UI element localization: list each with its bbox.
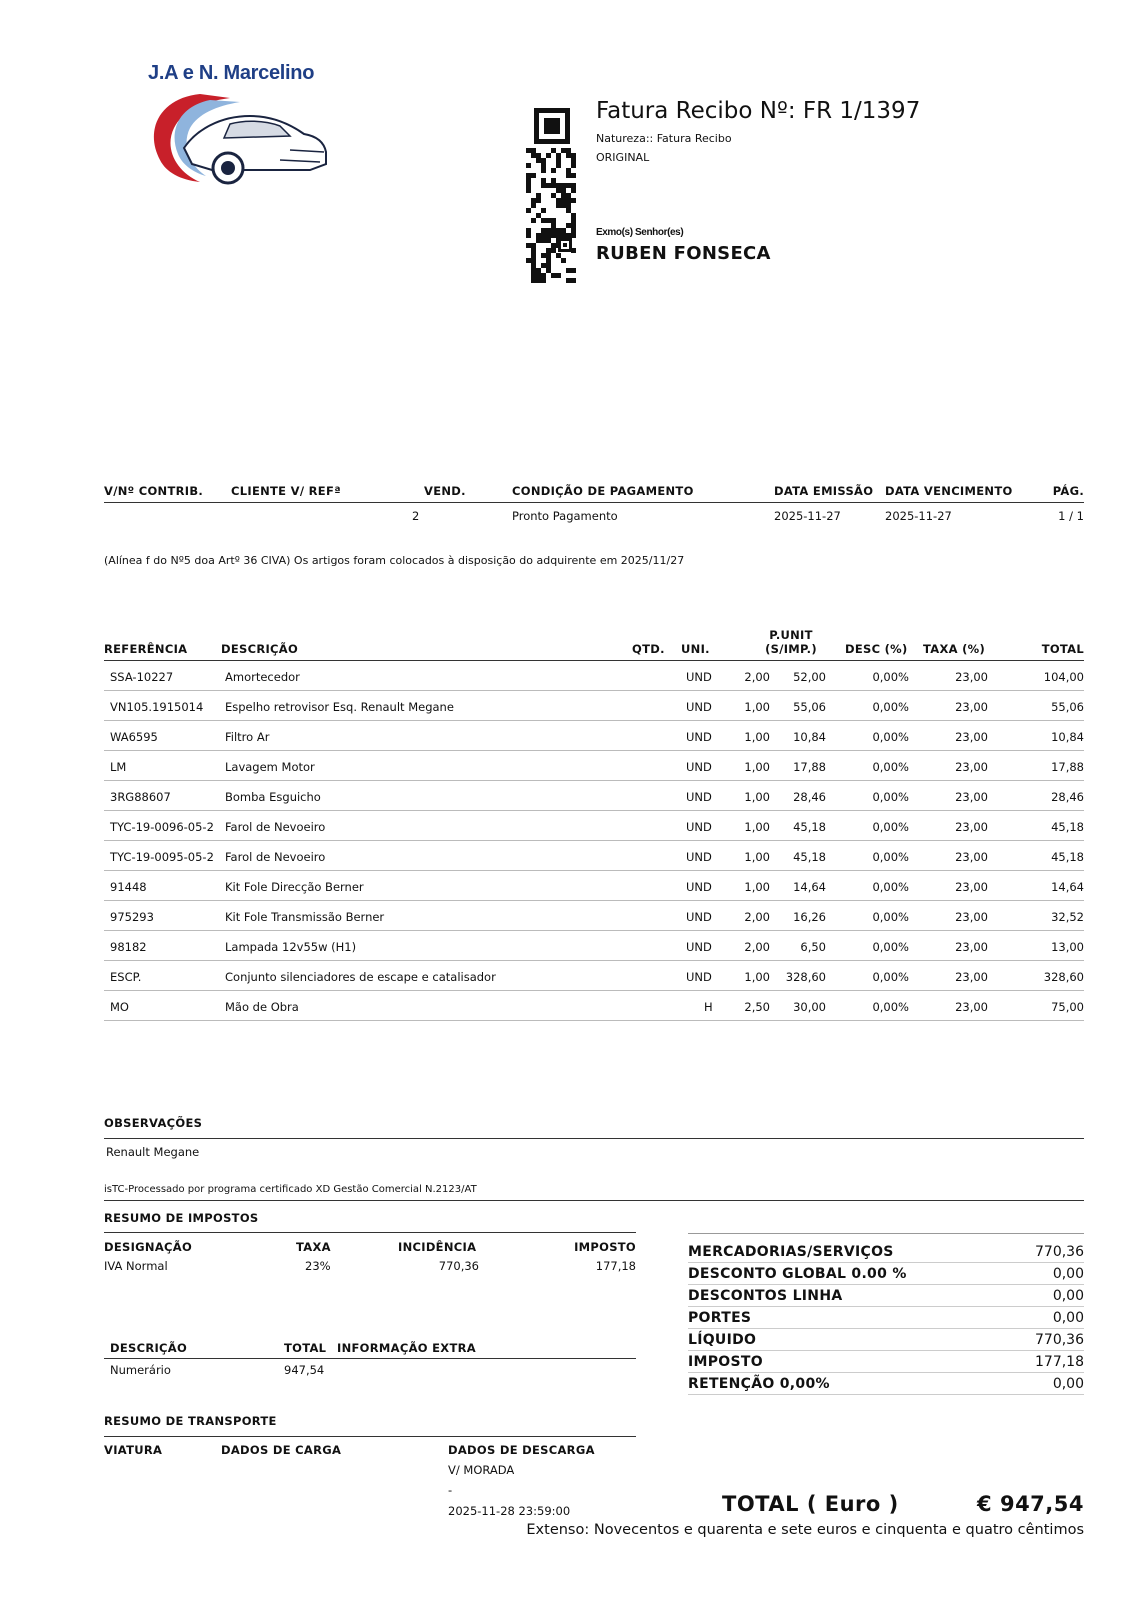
totals-value: 0,00: [1052, 1310, 1084, 1326]
cell-tax: 23,00: [955, 670, 988, 684]
table-row: [104, 961, 1084, 991]
header-vend: VEND.: [424, 484, 466, 498]
tax-row-base: 770,36: [438, 1259, 479, 1273]
table-row: [104, 751, 1084, 781]
totals-row: [688, 1285, 1084, 1307]
transport-title: RESUMO DE TRANSPORTE: [104, 1414, 277, 1428]
divider: [104, 1200, 1084, 1201]
cell-price: 16,26: [793, 910, 826, 924]
cell-tax: 23,00: [955, 760, 988, 774]
tax-row-tax: 177,18: [595, 1259, 636, 1273]
col-price-line1: P.UNIT: [769, 628, 813, 642]
cell-price: 28,46: [793, 790, 826, 804]
cell-qty: 2,50: [744, 1000, 770, 1014]
cell-desc: Farol de Nevoeiro: [225, 820, 326, 834]
table-row: [104, 991, 1084, 1021]
unload-line1: V/ MORADA: [448, 1463, 515, 1477]
cell-ref: 91448: [110, 880, 147, 894]
totals-row: [688, 1307, 1084, 1329]
cell-unit: UND: [686, 940, 712, 954]
document-title: Fatura Recibo Nº: FR 1/1397: [596, 98, 921, 124]
totals-row: [688, 1263, 1084, 1285]
cell-tax: 23,00: [955, 700, 988, 714]
pay-col-extra: INFORMAÇÃO EXTRA: [337, 1341, 476, 1355]
tax-col-designation: DESIGNAÇÃO: [104, 1240, 193, 1254]
col-unit: UNI.: [681, 642, 710, 656]
document-copy-type: ORIGINAL: [596, 151, 650, 164]
cell-qty: 1,00: [744, 880, 770, 894]
customer-name: RUBEN FONSECA: [596, 243, 771, 264]
totals-value: 0,00: [1052, 1376, 1084, 1392]
totals-label: RETENÇÃO 0,00%: [688, 1376, 830, 1392]
cell-disc: 0,00%: [872, 820, 909, 834]
cell-unit: UND: [686, 850, 712, 864]
totals-label: PORTES: [688, 1310, 752, 1326]
cell-qty: 2,00: [744, 910, 770, 924]
cell-desc: Conjunto silenciadores de escape e catalisador: [225, 970, 496, 984]
vend-value: 2: [412, 509, 420, 523]
cell-total: 32,52: [1051, 910, 1084, 924]
col-desc: DESCRIÇÃO: [221, 642, 299, 656]
divider: [104, 1436, 636, 1437]
cell-disc: 0,00%: [872, 1000, 909, 1014]
cell-total: 45,18: [1051, 820, 1084, 834]
col-ref: REFERÊNCIA: [104, 642, 188, 656]
cell-disc: 0,00%: [872, 880, 909, 894]
cell-ref: MO: [110, 1000, 129, 1014]
legal-note: (Alínea f do Nº5 doa Artº 36 CIVA) Os artigos foram colocados à disposição do adquirente em 2025/11/27: [104, 554, 685, 567]
cell-qty: 1,00: [744, 970, 770, 984]
cell-tax: 23,00: [955, 970, 988, 984]
cell-ref: SSA-10227: [110, 670, 174, 684]
cell-disc: 0,00%: [872, 700, 909, 714]
header-due-date: DATA VENCIMENTO: [885, 484, 1013, 498]
cell-qty: 2,00: [744, 670, 770, 684]
unload-line3: 2025-11-28 23:59:00: [448, 1504, 571, 1518]
cell-total: 10,84: [1051, 730, 1084, 744]
cell-desc: Farol de Nevoeiro: [225, 850, 326, 864]
cell-tax: 23,00: [955, 910, 988, 924]
cell-desc: Lampada 12v55w (H1): [225, 940, 357, 954]
cell-disc: 0,00%: [872, 910, 909, 924]
table-row: [104, 781, 1084, 811]
due-date-value: 2025-11-27: [885, 509, 952, 523]
totals-label: LÍQUIDO: [688, 1332, 757, 1348]
tax-summary-title: RESUMO DE IMPOSTOS: [104, 1211, 259, 1225]
cell-total: 45,18: [1051, 850, 1084, 864]
cell-ref: 98182: [110, 940, 147, 954]
cell-desc: Kit Fole Transmissão Berner: [225, 910, 385, 924]
cell-unit: UND: [686, 970, 712, 984]
cell-price: 10,84: [793, 730, 826, 744]
cell-ref: 3RG88607: [110, 790, 171, 804]
cell-unit: UND: [686, 700, 712, 714]
header-contrib: V/Nº CONTRIB.: [104, 484, 204, 498]
cell-total: 104,00: [1043, 670, 1084, 684]
totals-row: [688, 1373, 1084, 1395]
header-client-ref: CLIENTE V/ REFª: [231, 484, 341, 498]
tax-col-tax: IMPOSTO: [574, 1240, 636, 1254]
cell-qty: 2,00: [744, 940, 770, 954]
table-row: [104, 721, 1084, 751]
cell-disc: 0,00%: [872, 730, 909, 744]
cell-desc: Kit Fole Direcção Berner: [225, 880, 364, 894]
table-row: [104, 811, 1084, 841]
unload-line2: -: [448, 1483, 453, 1497]
cell-tax: 23,00: [955, 790, 988, 804]
cell-unit: UND: [686, 910, 712, 924]
certification-note: isTC-Processado por programa certificado XD Gestão Comercial N.2123/AT: [104, 1184, 477, 1195]
transport-col-unload: DADOS DE DESCARGA: [448, 1443, 595, 1457]
observations-title: OBSERVAÇÕES: [104, 1116, 203, 1130]
cell-tax: 23,00: [955, 850, 988, 864]
col-total: TOTAL: [1041, 642, 1084, 656]
totals-value: 177,18: [1035, 1354, 1084, 1370]
pay-col-total: TOTAL: [284, 1341, 327, 1355]
cell-unit: UND: [686, 760, 712, 774]
cell-total: 13,00: [1051, 940, 1084, 954]
divider: [104, 1232, 636, 1233]
company-name: J.A e N. Marcelino: [148, 62, 315, 84]
cell-qty: 1,00: [744, 760, 770, 774]
cell-qty: 1,00: [744, 700, 770, 714]
cell-unit: H: [704, 1000, 713, 1014]
cell-price: 45,18: [793, 820, 826, 834]
amount-in-words: Extenso: Novecentos e quarenta e sete euros e cinquenta e quatro cêntimos: [526, 1522, 1084, 1538]
grand-total-value: € 947,54: [977, 1492, 1084, 1516]
col-qty: QTD.: [632, 642, 665, 656]
cell-disc: 0,00%: [872, 790, 909, 804]
totals-value: 770,36: [1035, 1244, 1084, 1260]
cell-desc: Espelho retrovisor Esq. Renault Megane: [225, 700, 454, 714]
totals-value: 0,00: [1052, 1266, 1084, 1282]
cell-ref: WA6595: [110, 730, 158, 744]
table-row: [104, 661, 1084, 691]
cell-price: 45,18: [793, 850, 826, 864]
table-row: [104, 871, 1084, 901]
cell-unit: UND: [686, 730, 712, 744]
cell-qty: 1,00: [744, 820, 770, 834]
cell-qty: 1,00: [744, 790, 770, 804]
cell-desc: Bomba Esguicho: [225, 790, 321, 804]
document-nature: Natureza:: Fatura Recibo: [596, 132, 732, 145]
cell-total: 55,06: [1051, 700, 1084, 714]
greeting: Exmo(s) Senhor(es): [596, 227, 684, 238]
cell-qty: 1,00: [744, 850, 770, 864]
totals-label: MERCADORIAS/SERVIÇOS: [688, 1244, 894, 1260]
table-row: [104, 901, 1084, 931]
transport-col-load: DADOS DE CARGA: [221, 1443, 342, 1457]
cell-ref: VN105.1915014: [110, 700, 204, 714]
cell-tax: 23,00: [955, 940, 988, 954]
cell-disc: 0,00%: [872, 670, 909, 684]
cell-ref: TYC-19-0096-05-2: [110, 820, 214, 834]
cell-desc: Amortecedor: [225, 670, 300, 684]
header-issue-date: DATA EMISSÃO: [774, 484, 874, 498]
transport-col-vehicle: VIATURA: [104, 1443, 163, 1457]
observations-text: Renault Megane: [106, 1145, 200, 1159]
cell-tax: 23,00: [955, 1000, 988, 1014]
cell-unit: UND: [686, 790, 712, 804]
cell-disc: 0,00%: [872, 940, 909, 954]
cell-total: 14,64: [1051, 880, 1084, 894]
pay-row-total: 947,54: [284, 1363, 325, 1377]
issue-date-value: 2025-11-27: [774, 509, 841, 523]
cell-total: 17,88: [1051, 760, 1084, 774]
cell-price: 55,06: [793, 700, 826, 714]
cell-tax: 23,00: [955, 730, 988, 744]
tax-row-rate: 23%: [305, 1259, 331, 1273]
table-row: [104, 691, 1084, 721]
cell-total: 28,46: [1051, 790, 1084, 804]
car-logo-icon: [140, 90, 340, 190]
pay-col-desc: DESCRIÇÃO: [110, 1341, 188, 1355]
table-row: [104, 841, 1084, 871]
cell-price: 30,00: [793, 1000, 826, 1014]
page-value: 1 / 1: [1058, 509, 1084, 523]
cell-price: 6,50: [800, 940, 826, 954]
cell-price: 52,00: [793, 670, 826, 684]
header-payment: CONDIÇÃO DE PAGAMENTO: [512, 484, 694, 498]
totals-label: DESCONTOS LINHA: [688, 1288, 843, 1304]
cell-ref: LM: [110, 760, 127, 774]
cell-ref: TYC-19-0095-05-2: [110, 850, 214, 864]
totals-label: DESCONTO GLOBAL 0.00 %: [688, 1266, 907, 1282]
totals-row: [688, 1351, 1084, 1373]
tax-col-base: INCIDÊNCIA: [398, 1240, 477, 1254]
divider: [104, 1138, 1084, 1139]
cell-price: 14,64: [793, 880, 826, 894]
totals-label: IMPOSTO: [688, 1354, 763, 1370]
payment-value: Pronto Pagamento: [512, 509, 618, 523]
tax-row-name: IVA Normal: [104, 1259, 168, 1273]
cell-qty: 1,00: [744, 730, 770, 744]
divider: [104, 502, 1084, 503]
grand-total-label: TOTAL ( Euro ): [722, 1492, 899, 1516]
col-tax: TAXA (%): [923, 642, 986, 656]
cell-tax: 23,00: [955, 880, 988, 894]
cell-tax: 23,00: [955, 820, 988, 834]
totals-value: 0,00: [1052, 1288, 1084, 1304]
totals-value: 770,36: [1035, 1332, 1084, 1348]
cell-desc: Mão de Obra: [225, 1000, 299, 1014]
col-price-line2: (S/IMP.): [765, 642, 817, 656]
cell-disc: 0,00%: [872, 760, 909, 774]
cell-unit: UND: [686, 670, 712, 684]
totals-row: [688, 1329, 1084, 1351]
table-row: [104, 931, 1084, 961]
cell-price: 328,60: [785, 970, 826, 984]
qr-code-icon: [512, 108, 586, 284]
cell-ref: 975293: [110, 910, 154, 924]
cell-desc: Filtro Ar: [225, 730, 270, 744]
cell-unit: UND: [686, 880, 712, 894]
cell-total: 328,60: [1043, 970, 1084, 984]
company-logo: [140, 62, 360, 197]
header-page: PÁG.: [1052, 484, 1084, 498]
pay-row-desc: Numerário: [110, 1363, 171, 1377]
cell-disc: 0,00%: [872, 970, 909, 984]
col-disc: DESC (%): [845, 642, 908, 656]
divider: [104, 1358, 636, 1359]
cell-desc: Lavagem Motor: [225, 760, 315, 774]
cell-total: 75,00: [1051, 1000, 1084, 1014]
cell-disc: 0,00%: [872, 850, 909, 864]
cell-unit: UND: [686, 820, 712, 834]
divider: [688, 1233, 1084, 1234]
cell-ref: ESCP.: [110, 970, 142, 984]
totals-row: [688, 1241, 1084, 1263]
cell-price: 17,88: [793, 760, 826, 774]
tax-col-rate: TAXA: [296, 1240, 331, 1254]
